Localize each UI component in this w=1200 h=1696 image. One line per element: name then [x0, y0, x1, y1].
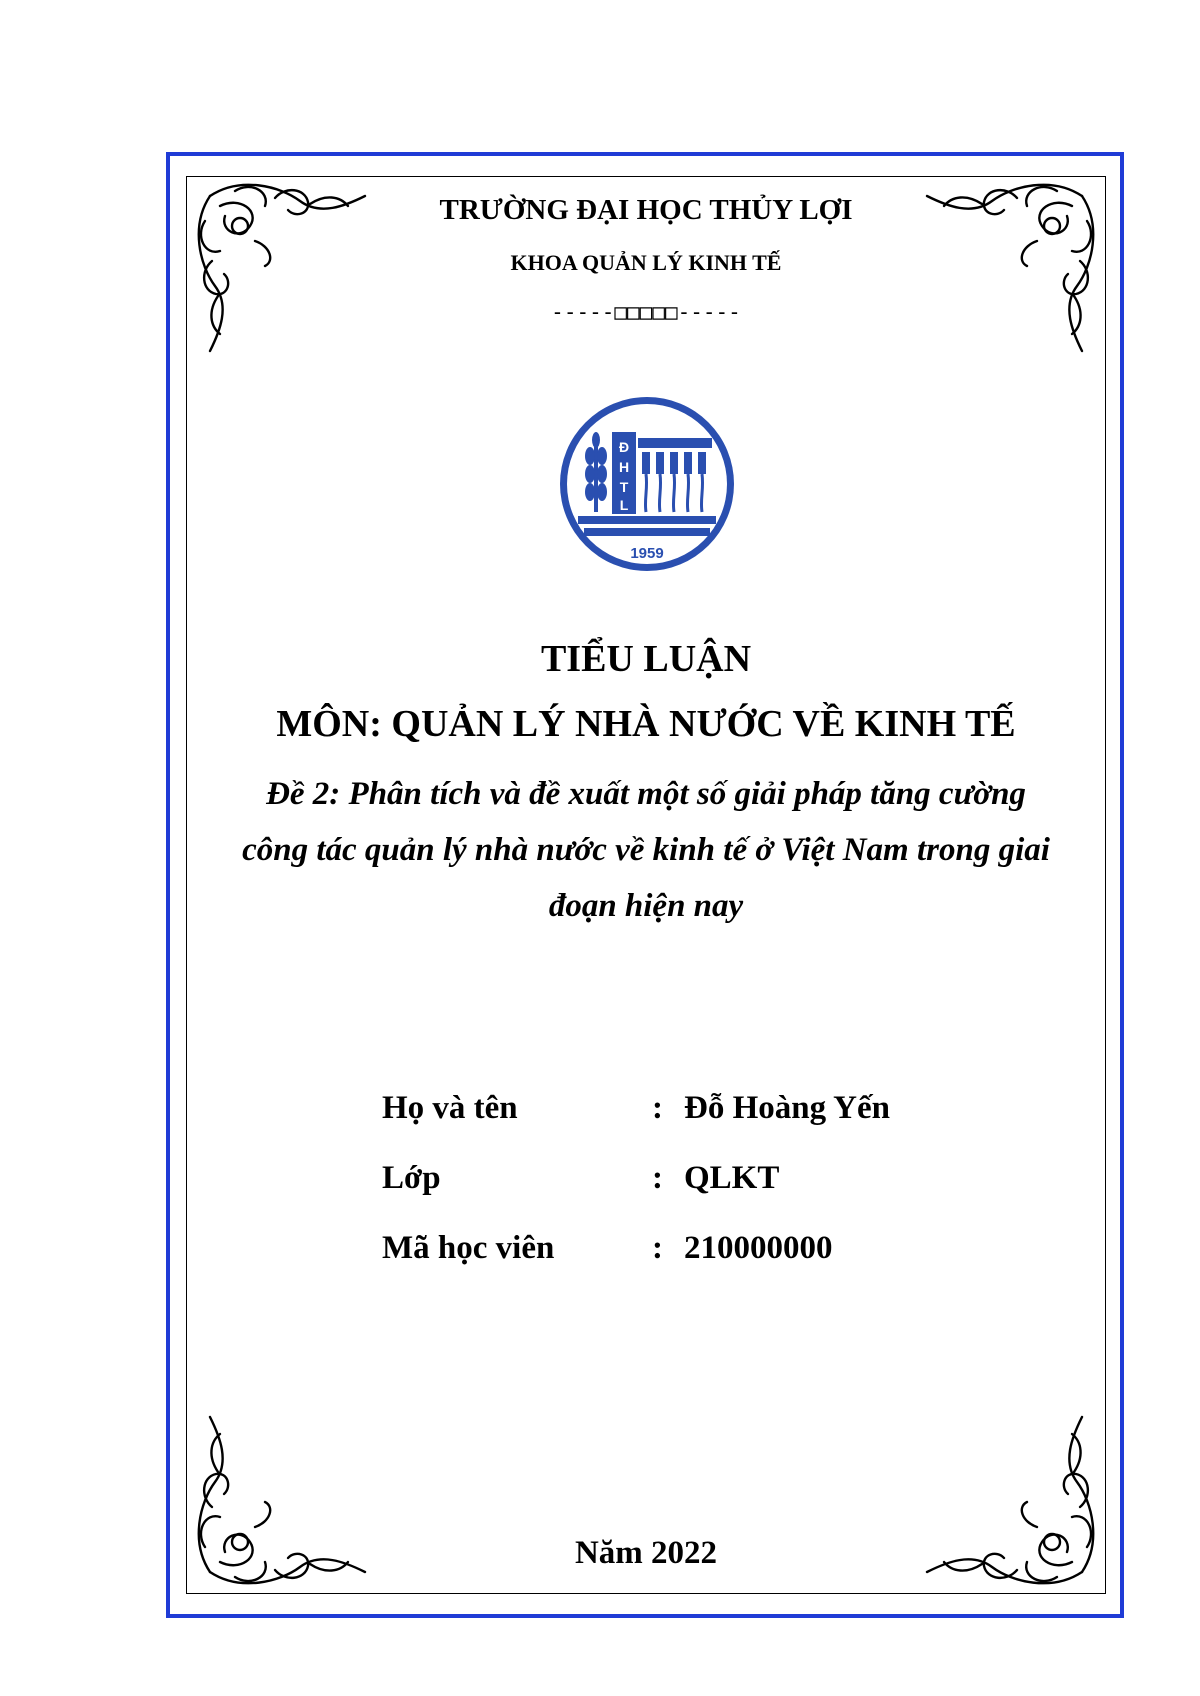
logo-letter-d: Đ [618, 439, 630, 455]
logo-year: 1959 [630, 545, 664, 562]
university-logo [556, 394, 738, 574]
school-name: TRƯỜNG ĐẠI HỌC THỦY LỢI [439, 194, 853, 226]
info-label: Lớp [382, 1160, 441, 1196]
corner-ornament-bottom-left [180, 1412, 370, 1602]
corner-ornament-bottom-right [922, 1412, 1112, 1602]
essay-topic: Đề 2: Phân tích và đề xuất một số giải pháp tăng cường công tác quản lý nhà nước về kinh tế ở Việt Nam trong giai đoạn hiện nay [242, 776, 1050, 924]
info-value: Đỗ Hoàng Yến [684, 1090, 890, 1126]
faculty-name: KHOA QUẢN LÝ KINH TẾ [510, 250, 782, 275]
year: Năm 2022 [574, 1535, 718, 1571]
info-colon: : [652, 1090, 663, 1126]
info-colon: : [652, 1230, 663, 1266]
info-value: 210000000 [684, 1230, 833, 1266]
info-label: Họ và tên [382, 1090, 518, 1126]
info-label: Mã học viên [382, 1230, 555, 1266]
course-name: MÔN: QUẢN LÝ NHÀ NƯỚC VỀ KINH TẾ [276, 703, 1016, 745]
divider: -----□□□□□----- [551, 300, 741, 324]
logo-letter-t: T [619, 479, 629, 495]
info-colon: : [652, 1160, 663, 1196]
logo-letter-h: H [618, 459, 630, 475]
logo-letter-l: L [619, 497, 629, 513]
document-type: TIỂU LUẬN [540, 638, 752, 680]
info-value: QLKT [684, 1160, 780, 1196]
